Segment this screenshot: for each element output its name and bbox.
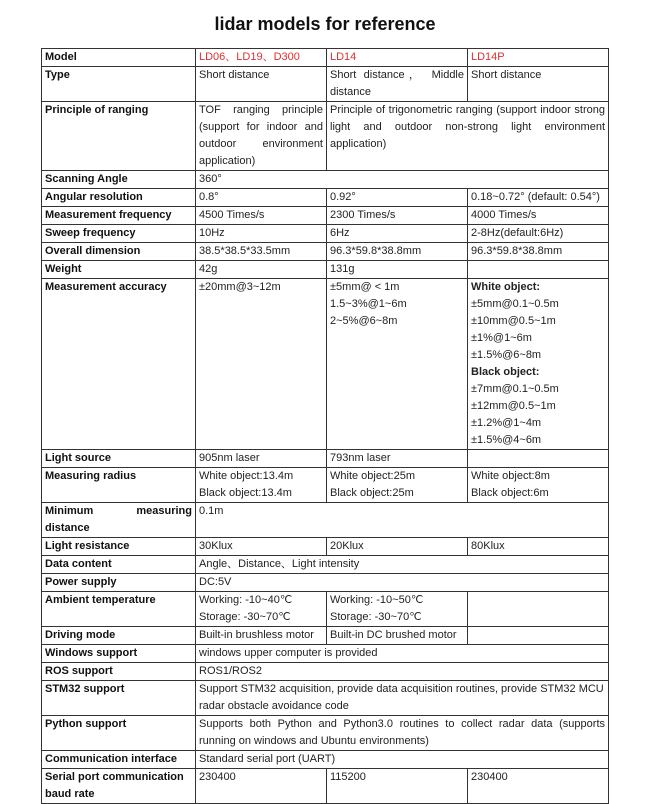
cell-ld14 (327, 468, 468, 503)
cell-all: windows upper computer is provided (196, 645, 609, 663)
cell-all: DC:5V (196, 574, 609, 592)
table-row-minimum-distance (42, 503, 609, 538)
row-label: Measuring radius (42, 468, 196, 503)
cell-all: 360° (196, 171, 609, 189)
temperature-line: Working: -10~50℃ (330, 594, 424, 606)
accuracy-line: ±7mm@0.1~0.5m (471, 383, 559, 395)
cell-ld14p (468, 468, 609, 503)
temperature-line: Working: -10~40℃ (199, 594, 293, 606)
table-row-measurement-accuracy (42, 279, 609, 450)
cell-all: Standard serial port (UART) (196, 751, 609, 769)
radius-line: Black object:6m (471, 487, 549, 499)
row-label: Serial port communication baud rate (42, 769, 196, 804)
white-object-heading: White object: (471, 281, 541, 293)
cell-ld14: 2300 Times/s (327, 207, 468, 225)
row-label: Communication interface (42, 751, 196, 769)
row-label: Measurement frequency (42, 207, 196, 225)
cell-ld06: 230400 (196, 769, 327, 804)
cell-ld14p (468, 279, 609, 450)
cell-all: 0.1m (196, 503, 609, 538)
cell-all: Support STM32 acquisition, provide data acquisition routines, provide STM32 MCU radar obstacle avoidance code (196, 681, 609, 716)
table-row-measuring-radius (42, 468, 609, 503)
row-label: Windows support (42, 645, 196, 663)
row-label: Sweep frequency (42, 225, 196, 243)
table-row-light-source (42, 450, 609, 468)
cell-ld06: ±20mm@3~12m (196, 279, 327, 450)
cell-ld14p: 0.18~0.72° (default: 0.54°) (468, 189, 609, 207)
cell-ld06: 0.8° (196, 189, 327, 207)
cell-ld14p: 230400 (468, 769, 609, 804)
cell-ld06: 38.5*38.5*33.5mm (196, 243, 327, 261)
table-row-ranging (42, 102, 609, 171)
cell-ld14 (327, 279, 468, 450)
header-label: Model (42, 49, 196, 67)
cell-ld06 (196, 592, 327, 627)
accuracy-line: ±1%@1~6m (471, 332, 532, 344)
row-label (42, 503, 196, 538)
table-row-angular-resolution (42, 189, 609, 207)
table-row-measurement-frequency (42, 207, 609, 225)
row-label: Data content (42, 556, 196, 574)
cell-ld14p (468, 627, 609, 645)
table-row-overall-dimension (42, 243, 609, 261)
cell-ld14: Short distance， Middle distance (327, 67, 468, 102)
cell-ld14: 0.92° (327, 189, 468, 207)
row-label: Driving mode (42, 627, 196, 645)
accuracy-line: ±1.2%@1~4m (471, 417, 542, 429)
row-label: Type (42, 67, 196, 102)
black-object-heading: Black object: (471, 366, 540, 378)
radius-line: White object:8m (471, 470, 550, 482)
table-row-driving-mode (42, 627, 609, 645)
table-row-weight (42, 261, 609, 279)
row-label: Weight (42, 261, 196, 279)
cell-all: Angle、Distance、Light intensity (196, 556, 609, 574)
table-row-python-support (42, 716, 609, 751)
cell-ld06: 4500 Times/s (196, 207, 327, 225)
cell-all: Supports both Python and Python3.0 routines to collect radar data (supports running on windows and Ubuntu environments) (196, 716, 609, 751)
table-row-ros-support (42, 663, 609, 681)
row-label: Power supply (42, 574, 196, 592)
radius-line: White object:25m (330, 470, 415, 482)
radius-line: White object:13.4m (199, 470, 294, 482)
cell-ld14: 20Klux (327, 538, 468, 556)
row-label-part: measuring (136, 505, 192, 517)
cell-ld14p: 2-8Hz(default:6Hz) (468, 225, 609, 243)
cell-ld14p (468, 261, 609, 279)
table-row-ambient-temperature (42, 592, 609, 627)
row-label: Scanning Angle (42, 171, 196, 189)
header-ld14: LD14 (327, 49, 468, 67)
cell-ld14: 115200 (327, 769, 468, 804)
row-label: ROS support (42, 663, 196, 681)
cell-ld06: 905nm laser (196, 450, 327, 468)
row-label: Measurement accuracy (42, 279, 196, 450)
table-row-baud-rate (42, 769, 609, 804)
cell-ld06: 10Hz (196, 225, 327, 243)
accuracy-line: ±12mm@0.5~1m (471, 400, 556, 412)
cell-ld06: Short distance (196, 67, 327, 102)
accuracy-line: ±5mm@0.1~0.5m (471, 298, 559, 310)
cell-ld14: 131g (327, 261, 468, 279)
cell-ld14: 793nm laser (327, 450, 468, 468)
accuracy-line: ±1.5%@6~8m (471, 349, 542, 361)
cell-ld06 (196, 468, 327, 503)
row-label: Light resistance (42, 538, 196, 556)
cell-ld06: 30Klux (196, 538, 327, 556)
cell-ld14-ld14p: Principle of trigonometric ranging (support indoor strong light and outdoor non-strong light environment application) (327, 102, 609, 171)
cell-ld14p: 80Klux (468, 538, 609, 556)
table-row-scanning-angle (42, 171, 609, 189)
table-row-sweep-frequency (42, 225, 609, 243)
cell-ld06: 42g (196, 261, 327, 279)
accuracy-line: ±5mm@ < 1m (330, 281, 400, 293)
cell-ld14p: Short distance (468, 67, 609, 102)
table-row-stm32-support (42, 681, 609, 716)
accuracy-line: ±10mm@0.5~1m (471, 315, 556, 327)
row-label: STM32 support (42, 681, 196, 716)
accuracy-line: 1.5~3%@1~6m (330, 298, 407, 310)
table-row-windows-support (42, 645, 609, 663)
header-ld06: LD06、LD19、D300 (196, 49, 327, 67)
accuracy-line: ±1.5%@4~6m (471, 434, 542, 446)
row-label: Principle of ranging (42, 102, 196, 171)
table-row-type (42, 67, 609, 102)
table-row-communication-interface (42, 751, 609, 769)
row-label: Ambient temperature (42, 592, 196, 627)
header-row (42, 49, 609, 67)
page-title: lidar models for reference (214, 14, 436, 34)
header-ld14p: LD14P (468, 49, 609, 67)
cell-ld06: TOF ranging principle (support for indoor and outdoor environment application) (196, 102, 327, 171)
radius-line: Black object:13.4m (199, 487, 292, 499)
cell-ld14p (468, 592, 609, 627)
row-label: Light source (42, 450, 196, 468)
radius-line: Black object:25m (330, 487, 414, 499)
table-row-light-resistance (42, 538, 609, 556)
cell-ld14p: 4000 Times/s (468, 207, 609, 225)
lidar-comparison-table (41, 48, 609, 804)
cell-ld14: Built-in DC brushed motor (327, 627, 468, 645)
row-label-part: Minimum (45, 505, 94, 517)
table-row-data-content (42, 556, 609, 574)
accuracy-line: 2~5%@6~8m (330, 315, 398, 327)
cell-ld14: 96.3*59.8*38.8mm (327, 243, 468, 261)
row-label-part: distance (45, 522, 90, 534)
cell-ld06: Built-in brushless motor (196, 627, 327, 645)
row-label: Overall dimension (42, 243, 196, 261)
cell-all: ROS1/ROS2 (196, 663, 609, 681)
cell-ld14 (327, 592, 468, 627)
row-label: Python support (42, 716, 196, 751)
cell-ld14p (468, 450, 609, 468)
table-row-power-supply (42, 574, 609, 592)
temperature-line: Storage: -30~70℃ (199, 611, 291, 623)
cell-ld14: 6Hz (327, 225, 468, 243)
temperature-line: Storage: -30~70℃ (330, 611, 422, 623)
cell-ld14p: 96.3*59.8*38.8mm (468, 243, 609, 261)
row-label: Angular resolution (42, 189, 196, 207)
